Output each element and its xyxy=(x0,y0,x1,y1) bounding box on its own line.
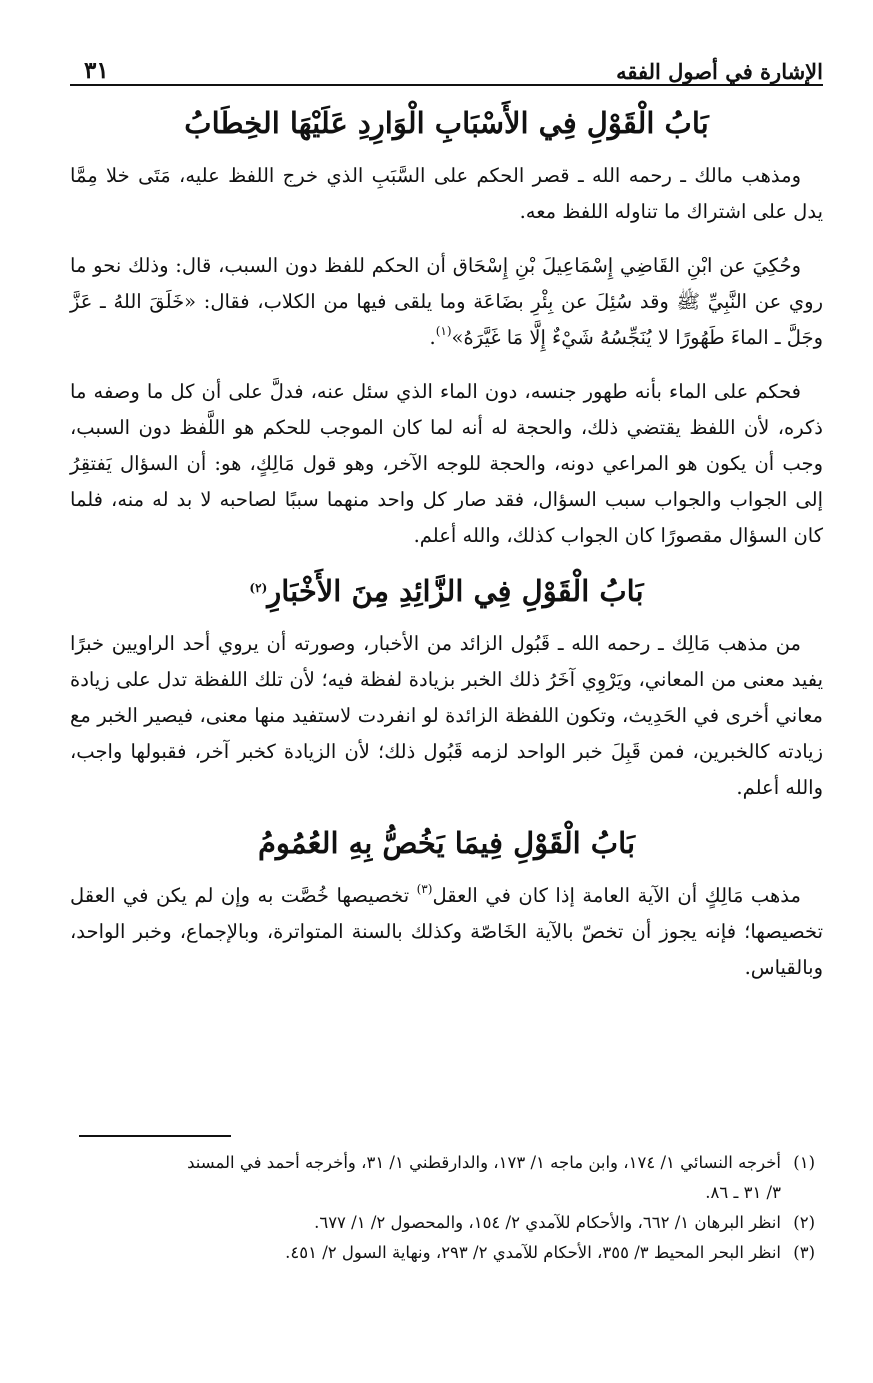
chapter-title: بَابُ الْقَوْلِ فِي الأَسْبَابِ الْوَارِدِ عَلَيْهَا الخِطَابُ xyxy=(184,106,709,140)
chapter-title: بَابُ الْقَوْلِ فِي الزَّائِدِ مِنَ الأَخْبَارِ$^{(٢)}$ xyxy=(249,574,644,608)
footnote-ref: (١) xyxy=(435,324,452,338)
running-title: الإشارة في أصول الفقه xyxy=(616,59,823,84)
paragraph: ومذهب مالك ـ رحمه الله ـ قصر الحكم على السَّبَبِ الذي خرج اللفظ عليه، مَتَى خلا مِمَّا يدل على اشتراك ما تناوله اللفظ معه. xyxy=(70,164,823,223)
book-page xyxy=(70,40,823,1340)
section-asbab xyxy=(70,100,823,554)
paragraph: فحكم على الماء بأنه طهور جنسه، دون الماء الذي سئل عنه، فدلَّ على أن كل ما وصفه ما ذكره، لأن اللفظ يقتضي ذلك، والحجة له أنه لما كان الموجب للحكم هو اللَّفظ دون السبب، وجب أن يكون هو المراعي دونه، والحجة للوجه الآخر، وهو قول مَالِكٍ، هو: أن السؤال يَفتقِرُ إلى الجواب والجواب سبب السؤال، فقد صار كل واحد منهما سببًا لصاحبه لا بد له منه، فلما كان السؤال مقصورًا كان الجواب كذلك، والله أعلم. xyxy=(70,380,823,547)
paragraph: من مذهب مَالِك ـ رحمه الله ـ قَبُول الزائد من الأخبار، وصورته أن يروي أحد الراويين خبرًا يفيد معنى من المعاني، ويَرْوِي آخَرُ ذلك الخبر بزيادة لفظة فيه؛ لأن تلك اللفظة تدل على زيادة معاني أخرى في الحَدِيث، وتكون اللفظة الزائدة لو انفردت لاستفيد منها معنى، فيصير الخبر مع زيادته كالخبرين، فمن قَبِلَ خبر الواحد لزمه قَبُول ذلك؛ لأن الزيادة كخبر آخر، فقبولها واجب، والله أعلم. xyxy=(70,632,823,799)
footnote-ref: (٢) xyxy=(249,581,268,595)
section-umum xyxy=(70,820,823,986)
chapter-title: بَابُ الْقَوْلِ فِيمَا يَخُصُّ بِهِ العُمُومُ xyxy=(257,826,636,860)
footnote: (١)أخرجه النسائي ١/ ١٧٤، وابن ماجه ١/ ١٧٣، والدارقطني ١/ ٣١، وأخرجه أحمد في المسند xyxy=(187,1153,815,1172)
footnotes xyxy=(70,1148,823,1268)
section-zaid xyxy=(70,568,823,806)
paragraph: مذهب مَالِكٍ أن الآية العامة إذا كان في العقل$^{(٣)}$ تخصيصها خُصَّت به وإن لم يكن في العقل تخصيصها؛ فإنه يجوز أن تخصّ بالآية الخَاصّة وكذلك بالسنة المتواترة، وبالإجماع، وخبر الواحد، وبالقياس. xyxy=(70,882,823,979)
page-header xyxy=(70,40,823,86)
footnote-ref: (٣) xyxy=(416,882,433,896)
paragraph: وحُكِيَ عن ابْنِ القَاضِي إِسْمَاعِيلَ بْنِ إِسْحَاق أن الحكم للفظ دون السبب، قال: وذلك نحو ما روي عن النَّبِيِّ ﷺ وقد سُئِلَ عن بِئْرِ بضَاعَة وما يلقى فيها من الكلاب، فقال: «خَلَقَ اللهُ ـ عَزَّ وجَلَّ ـ الماءَ طَهُورًا لا يُنَجِّسُهُ شَيْءٌ إِلَّا مَا غَيَّرَهُ»$^{(١)}$. xyxy=(70,254,823,349)
page-number: ٣١ xyxy=(84,57,109,84)
footnote-continuation: ٣/ ٣١ ـ ٨٦. xyxy=(705,1183,781,1202)
footnote: (٣)انظر البحر المحيط ٣/ ٣٥٥، الأحكام للآمدي ٢/ ٢٩٣، ونهاية السول ٢/ ٤٥١. xyxy=(285,1243,815,1262)
footnote-separator xyxy=(79,1135,231,1137)
footnote: (٢)انظر البرهان ١/ ٦٦٢، والأحكام للآمدي ٢/ ١٥٤، والمحصول ٢/ ١/ ٦٧٧. xyxy=(314,1213,815,1232)
